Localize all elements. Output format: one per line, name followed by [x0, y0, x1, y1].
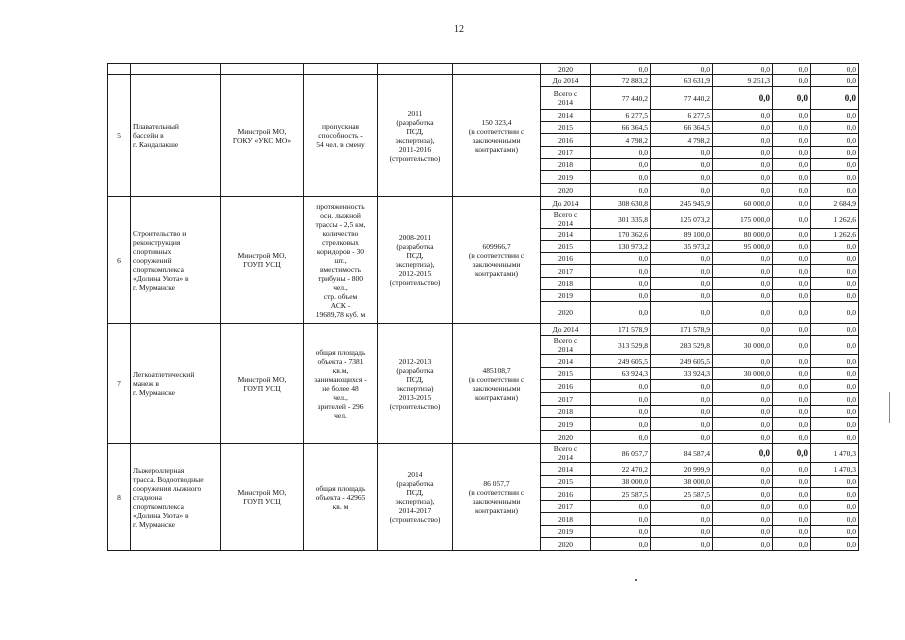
value-cell: 63 924,3 [591, 368, 651, 380]
value-cell: 0,0 [773, 210, 811, 229]
empty-cell [108, 64, 131, 75]
value-cell: 0,0 [811, 134, 859, 147]
value-cell: 0,0 [713, 488, 773, 501]
year-cell: 2015 [541, 122, 591, 134]
year-cell: 2017 [541, 501, 591, 513]
value-cell: 0,0 [651, 147, 713, 159]
value-cell: 0,0 [773, 368, 811, 380]
value-cell: 0,0 [773, 171, 811, 184]
value-cell: 313 529,8 [591, 336, 651, 355]
project-number: 6 [108, 197, 131, 324]
value-cell: 0,0 [811, 64, 859, 75]
value-cell: 130 973,2 [591, 241, 651, 253]
value-cell: 38 000,0 [591, 476, 651, 488]
empty-cell [131, 64, 221, 75]
value-cell: 1 470,3 [811, 463, 859, 476]
value-cell: 245 945,9 [651, 197, 713, 210]
value-cell: 0,0 [811, 159, 859, 171]
value-cell: 0,0 [811, 184, 859, 197]
year-cell: 2014 [541, 463, 591, 476]
year-cell: 2018 [541, 159, 591, 171]
value-cell: 9 251,3 [713, 75, 773, 87]
value-cell: 125 073,2 [651, 210, 713, 229]
value-cell: 77 440,2 [651, 87, 713, 110]
table-row [108, 324, 859, 336]
value-cell: 0,0 [591, 290, 651, 302]
value-cell: 0,0 [651, 302, 713, 324]
value-cell: 0,0 [811, 476, 859, 488]
value-cell: 0,0 [713, 324, 773, 336]
value-cell: 283 529,8 [651, 336, 713, 355]
value-cell: 0,0 [591, 159, 651, 171]
value-cell: 0,0 [591, 147, 651, 159]
year-cell: 2019 [541, 290, 591, 302]
year-cell: 2020 [541, 64, 591, 75]
value-cell: 0,0 [773, 290, 811, 302]
value-cell: 77 440,2 [591, 87, 651, 110]
value-cell: 0,0 [811, 241, 859, 253]
value-cell: 60 000,0 [713, 197, 773, 210]
value-cell: 0,0 [773, 513, 811, 526]
value-cell: 6 277,5 [591, 110, 651, 122]
object-name: Легкоатлетический манеж в г. Мурманске [131, 324, 221, 444]
value-cell: 0,0 [591, 253, 651, 265]
year-cell: 2020 [541, 431, 591, 444]
value-cell: 0,0 [773, 241, 811, 253]
value-cell: 0,0 [713, 265, 773, 278]
value-cell: 1 262,6 [811, 210, 859, 229]
value-cell: 0,0 [773, 526, 811, 538]
year-cell: 2017 [541, 265, 591, 278]
value-cell: 249 605,5 [651, 355, 713, 368]
table-body [108, 64, 859, 551]
value-cell: 84 587,4 [651, 444, 713, 463]
capacity: общая площадь объекта - 7381 кв.м, занимающихся - не более 48 чел., зрителей - 296 чел. [304, 324, 378, 444]
value-cell: 0,0 [651, 513, 713, 526]
value-cell: 25 587,5 [591, 488, 651, 501]
year-cell: 2020 [541, 184, 591, 197]
value-cell: 4 798,2 [591, 134, 651, 147]
value-cell: 0,0 [811, 324, 859, 336]
value-cell: 0,0 [591, 418, 651, 431]
value-cell: 1 262,6 [811, 229, 859, 241]
value-cell: 0,0 [591, 184, 651, 197]
customer: Минстрой МО, ГОКУ «УКС МО» [221, 75, 304, 197]
value-cell: 0,0 [811, 171, 859, 184]
value-cell: 0,0 [651, 184, 713, 197]
year-cell: Всего с 2014 [541, 336, 591, 355]
value-cell: 95 000,0 [713, 241, 773, 253]
value-cell: 0,0 [591, 64, 651, 75]
value-cell: 0,0 [651, 159, 713, 171]
table-row [108, 444, 859, 463]
value-cell: 0,0 [773, 501, 811, 513]
value-cell: 0,0 [773, 87, 811, 110]
year-cell: До 2014 [541, 75, 591, 87]
value-cell: 0,0 [591, 501, 651, 513]
value-cell: 0,0 [591, 513, 651, 526]
value-cell: 30 000,0 [713, 336, 773, 355]
value-cell: 0,0 [773, 538, 811, 551]
value-cell: 0,0 [773, 110, 811, 122]
value-cell: 0,0 [811, 393, 859, 406]
value-cell: 0,0 [713, 302, 773, 324]
object-name: Лыжероллерная трасса. Водоотводные сооружения лыжного стадиона спорткомплекса «Долина Уюта» в г. Мурманске [131, 444, 221, 551]
value-cell: 25 587,5 [651, 488, 713, 501]
year-cell: 2020 [541, 302, 591, 324]
value-cell: 0,0 [713, 122, 773, 134]
value-cell: 33 924,3 [651, 368, 713, 380]
value-cell: 0,0 [773, 488, 811, 501]
value-cell: 22 470,2 [591, 463, 651, 476]
value-cell: 0,0 [713, 463, 773, 476]
year-cell: 2015 [541, 368, 591, 380]
object-name: Плавательный бассейн в г. Кандалакше [131, 75, 221, 197]
value-cell: 0,0 [591, 302, 651, 324]
project-number: 8 [108, 444, 131, 551]
value-cell: 0,0 [651, 431, 713, 444]
year-cell: 2019 [541, 418, 591, 431]
value-cell: 0,0 [651, 171, 713, 184]
value-cell: 0,0 [773, 380, 811, 393]
year-cell: 2014 [541, 229, 591, 241]
value-cell: 175 000,0 [713, 210, 773, 229]
year-cell: 2018 [541, 278, 591, 290]
value-cell: 249 605,5 [591, 355, 651, 368]
value-cell: 86 057,7 [591, 444, 651, 463]
value-cell: 1 470,3 [811, 444, 859, 463]
estimated-cost: 150 323,4 (в соответствии с заключенными контрактами) [453, 75, 541, 197]
capacity: протяженность осн. лыжной трассы - 2,5 км, количество стрелковых коридоров - 30 шт., вместимость трибуны - 800 чел., стр. объем АСК - 19689,78 куб. м [304, 197, 378, 324]
object-name: Строительство и реконструкция спортивных сооружений спорткомплекса «Долина Уюта» в г. Мурманске [131, 197, 221, 324]
value-cell: 0,0 [591, 406, 651, 418]
customer: Минстрой МО, ГОУП УСЦ [221, 444, 304, 551]
value-cell: 0,0 [713, 501, 773, 513]
value-cell: 0,0 [811, 380, 859, 393]
empty-cell [378, 64, 453, 75]
value-cell: 0,0 [811, 122, 859, 134]
value-cell: 308 630,8 [591, 197, 651, 210]
value-cell: 0,0 [811, 513, 859, 526]
scan-artifact-dot [635, 579, 637, 581]
value-cell: 0,0 [773, 184, 811, 197]
year-cell: 2017 [541, 147, 591, 159]
value-cell: 0,0 [811, 538, 859, 551]
empty-cell [221, 64, 304, 75]
value-cell: 0,0 [811, 501, 859, 513]
table-row [108, 197, 859, 210]
value-cell: 0,0 [713, 64, 773, 75]
page-number: 12 [454, 24, 464, 35]
year-cell: 2014 [541, 110, 591, 122]
value-cell: 0,0 [713, 538, 773, 551]
value-cell: 0,0 [713, 171, 773, 184]
value-cell: 0,0 [651, 538, 713, 551]
value-cell: 0,0 [713, 134, 773, 147]
value-cell: 0,0 [591, 171, 651, 184]
empty-cell [453, 64, 541, 75]
value-cell: 0,0 [811, 355, 859, 368]
value-cell: 30 000,0 [713, 368, 773, 380]
year-cell: 2020 [541, 538, 591, 551]
value-cell: 0,0 [651, 406, 713, 418]
value-cell: 0,0 [651, 418, 713, 431]
value-cell: 0,0 [713, 476, 773, 488]
capacity: пропускная способность - 54 чел. в смену [304, 75, 378, 197]
value-cell: 0,0 [713, 87, 773, 110]
value-cell: 0,0 [811, 278, 859, 290]
value-cell: 0,0 [713, 355, 773, 368]
value-cell: 89 100,0 [651, 229, 713, 241]
value-cell: 0,0 [651, 526, 713, 538]
value-cell: 63 631,9 [651, 75, 713, 87]
value-cell: 0,0 [773, 418, 811, 431]
value-cell: 0,0 [773, 229, 811, 241]
value-cell: 0,0 [811, 431, 859, 444]
value-cell: 80 000,0 [713, 229, 773, 241]
value-cell: 0,0 [773, 444, 811, 463]
value-cell: 4 798,2 [651, 134, 713, 147]
value-cell: 0,0 [773, 355, 811, 368]
estimated-cost: 485108,7 (в соответствии с заключенными контрактами) [453, 324, 541, 444]
value-cell: 0,0 [591, 393, 651, 406]
value-cell: 171 578,9 [651, 324, 713, 336]
table-row [108, 75, 859, 87]
value-cell: 0,0 [811, 526, 859, 538]
value-cell: 0,0 [591, 526, 651, 538]
value-cell: 0,0 [773, 159, 811, 171]
value-cell: 0,0 [773, 463, 811, 476]
value-cell: 6 277,5 [651, 110, 713, 122]
value-cell: 0,0 [811, 110, 859, 122]
value-cell: 0,0 [651, 278, 713, 290]
value-cell: 35 973,2 [651, 241, 713, 253]
value-cell: 0,0 [651, 380, 713, 393]
year-cell: 2016 [541, 253, 591, 265]
table-row [108, 64, 859, 75]
value-cell: 170 362,6 [591, 229, 651, 241]
scan-artifact-line [889, 392, 890, 423]
value-cell: 0,0 [713, 253, 773, 265]
year-cell: 2016 [541, 380, 591, 393]
timeline: 2011 (разработка ПСД, экспертиза), 2011-2016 (строительство) [378, 75, 453, 197]
estimated-cost: 86 057,7 (в соответствии с заключенными контрактами) [453, 444, 541, 551]
value-cell: 0,0 [811, 488, 859, 501]
year-cell: 2019 [541, 526, 591, 538]
year-cell: 2018 [541, 513, 591, 526]
timeline: 2014 (разработка ПСД, экспертиза), 2014-2017 (строительство) [378, 444, 453, 551]
year-cell: 2015 [541, 241, 591, 253]
value-cell: 0,0 [591, 265, 651, 278]
value-cell: 0,0 [773, 265, 811, 278]
value-cell: 38 000,0 [651, 476, 713, 488]
value-cell: 0,0 [591, 278, 651, 290]
value-cell: 0,0 [773, 431, 811, 444]
value-cell: 0,0 [651, 393, 713, 406]
investment-table [107, 63, 859, 551]
value-cell: 0,0 [651, 64, 713, 75]
value-cell: 0,0 [773, 406, 811, 418]
value-cell: 0,0 [713, 110, 773, 122]
timeline: 2008-2011 (разработка ПСД, экспертиза), 2012-2015 (строительство) [378, 197, 453, 324]
value-cell: 0,0 [811, 253, 859, 265]
value-cell: 0,0 [591, 431, 651, 444]
value-cell: 0,0 [773, 324, 811, 336]
value-cell: 0,0 [811, 418, 859, 431]
value-cell: 0,0 [773, 122, 811, 134]
value-cell: 0,0 [773, 147, 811, 159]
capacity: общая площадь объекта - 42965 кв. м [304, 444, 378, 551]
value-cell: 0,0 [713, 406, 773, 418]
value-cell: 66 364,5 [591, 122, 651, 134]
value-cell: 0,0 [773, 336, 811, 355]
value-cell: 171 578,9 [591, 324, 651, 336]
value-cell: 0,0 [651, 290, 713, 302]
value-cell: 20 999,9 [651, 463, 713, 476]
value-cell: 301 335,8 [591, 210, 651, 229]
value-cell: 0,0 [773, 278, 811, 290]
value-cell: 0,0 [811, 302, 859, 324]
value-cell: 0,0 [773, 302, 811, 324]
customer: Минстрой МО, ГОУП УСЦ [221, 324, 304, 444]
value-cell: 0,0 [811, 265, 859, 278]
project-number: 7 [108, 324, 131, 444]
value-cell: 0,0 [811, 336, 859, 355]
value-cell: 0,0 [773, 253, 811, 265]
year-cell: 2016 [541, 134, 591, 147]
value-cell: 0,0 [773, 197, 811, 210]
value-cell: 0,0 [713, 393, 773, 406]
timeline: 2012-2013 (разработка ПСД, экспертиза) 2013-2015 (строительство) [378, 324, 453, 444]
value-cell: 0,0 [773, 476, 811, 488]
year-cell: 2016 [541, 488, 591, 501]
customer: Минстрой МО, ГОУП УСЦ [221, 197, 304, 324]
value-cell: 0,0 [811, 87, 859, 110]
value-cell: 0,0 [713, 147, 773, 159]
value-cell: 0,0 [651, 265, 713, 278]
value-cell: 0,0 [713, 159, 773, 171]
value-cell: 0,0 [713, 513, 773, 526]
year-cell: До 2014 [541, 197, 591, 210]
estimated-cost: 609966,7 (в соответствии с заключенными контрактами) [453, 197, 541, 324]
value-cell: 0,0 [773, 64, 811, 75]
value-cell: 0,0 [773, 393, 811, 406]
year-cell: 2014 [541, 355, 591, 368]
year-cell: Всего с 2014 [541, 444, 591, 463]
value-cell: 0,0 [713, 184, 773, 197]
value-cell: 0,0 [651, 501, 713, 513]
value-cell: 0,0 [773, 134, 811, 147]
year-cell: 2018 [541, 406, 591, 418]
value-cell: 0,0 [811, 290, 859, 302]
value-cell: 0,0 [811, 147, 859, 159]
value-cell: 0,0 [811, 75, 859, 87]
value-cell: 72 883,2 [591, 75, 651, 87]
value-cell: 0,0 [713, 444, 773, 463]
year-cell: 2017 [541, 393, 591, 406]
value-cell: 0,0 [713, 431, 773, 444]
year-cell: Всего с 2014 [541, 210, 591, 229]
value-cell: 2 684,9 [811, 197, 859, 210]
year-cell: Всего с 2014 [541, 87, 591, 110]
year-cell: 2015 [541, 476, 591, 488]
value-cell: 0,0 [591, 538, 651, 551]
value-cell: 0,0 [713, 526, 773, 538]
year-cell: До 2014 [541, 324, 591, 336]
year-cell: 2019 [541, 171, 591, 184]
value-cell: 0,0 [773, 75, 811, 87]
value-cell: 0,0 [713, 278, 773, 290]
value-cell: 0,0 [811, 406, 859, 418]
value-cell: 0,0 [713, 380, 773, 393]
value-cell: 0,0 [713, 290, 773, 302]
value-cell: 0,0 [713, 418, 773, 431]
empty-cell [304, 64, 378, 75]
value-cell: 0,0 [651, 253, 713, 265]
value-cell: 0,0 [811, 368, 859, 380]
value-cell: 0,0 [591, 380, 651, 393]
value-cell: 66 364,5 [651, 122, 713, 134]
project-number: 5 [108, 75, 131, 197]
